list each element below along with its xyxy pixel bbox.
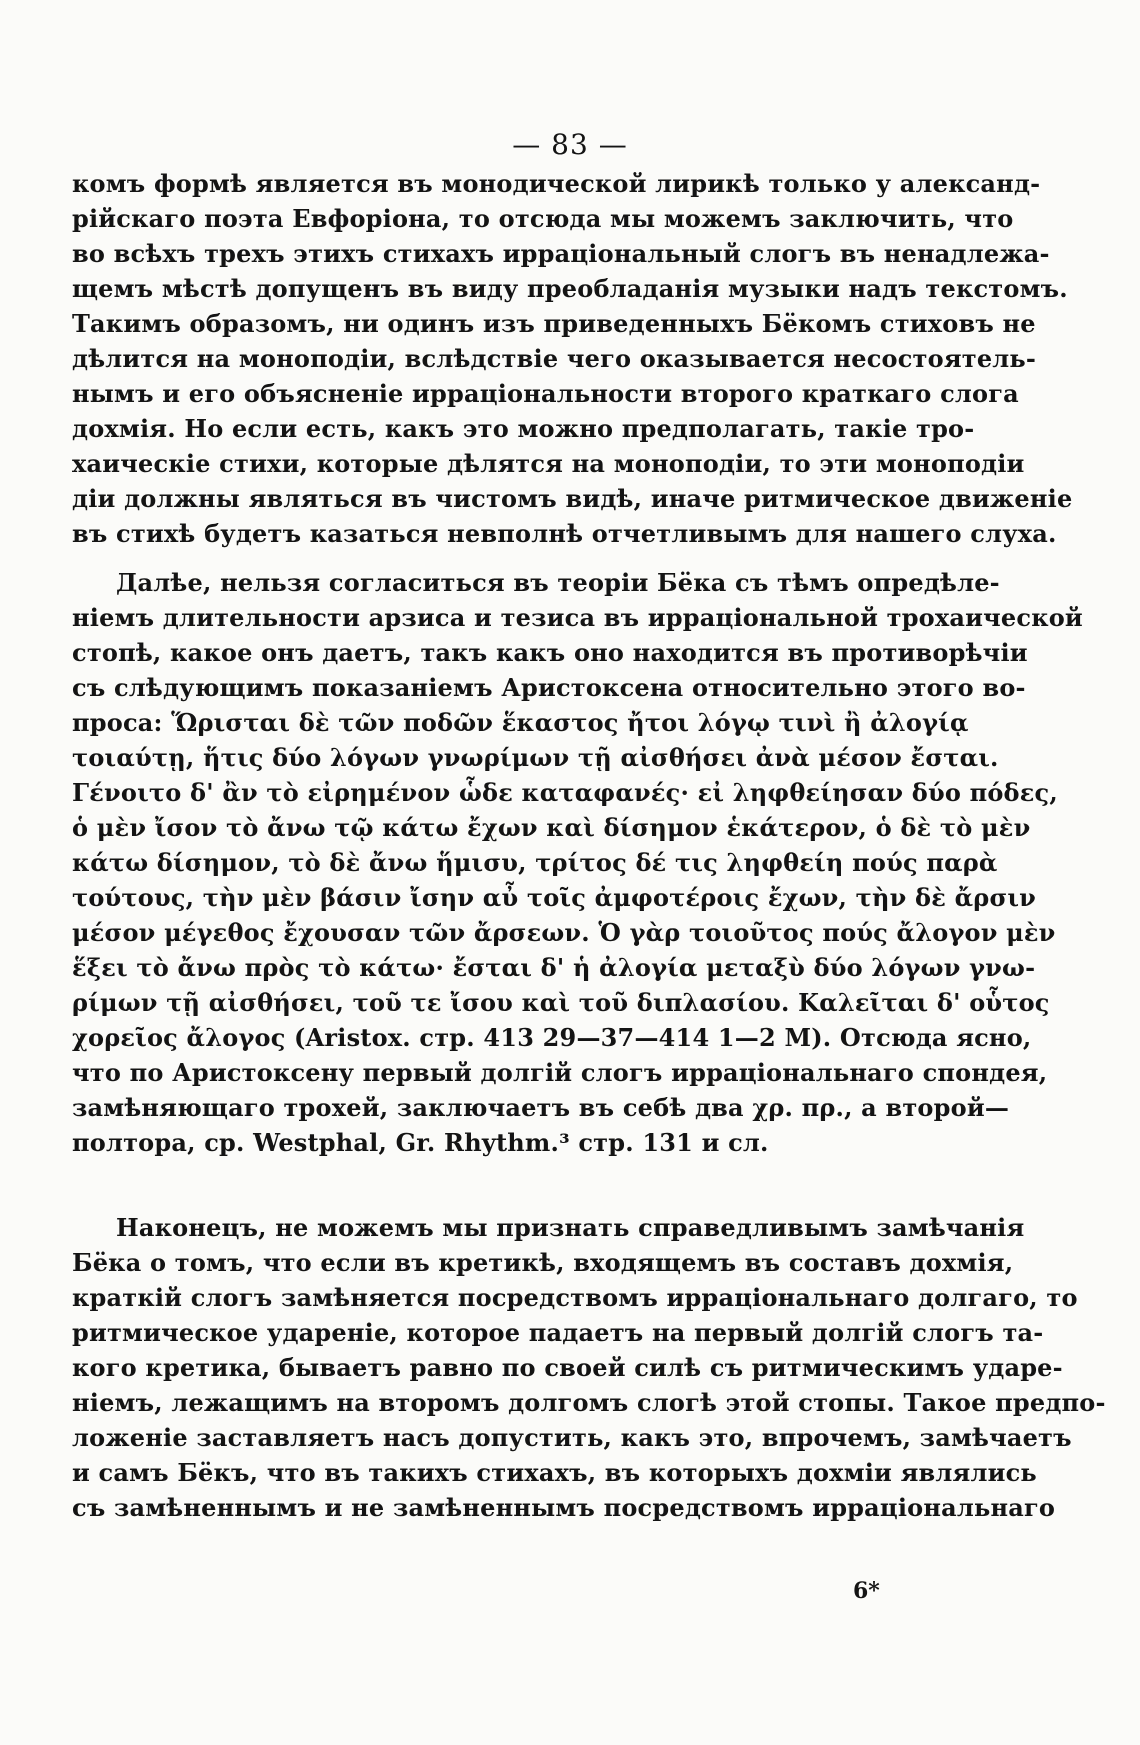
text-line: ρίμων τῇ αἰσθήσει, τοῦ τε ἴσου καὶ τοῦ διπλασίου. Καλεῖται δ' οὗτος	[72, 988, 1050, 1017]
text-line: χορεῖος ἄλογος (Aristox. стр. 413 29—37—414 1—2 M). Отсюда ясно,	[72, 1023, 1032, 1052]
paragraph-2	[72, 565, 1083, 1160]
text-line: кого кретика, бываетъ равно по своей силѣ съ ритмическимъ ударе-	[72, 1353, 1063, 1382]
text-line: комъ формѣ является въ монодической лирикѣ только у александ-	[72, 169, 1041, 198]
page-number: — 83 —	[512, 128, 628, 161]
text-line: щемъ мѣстѣ допущенъ въ виду преобладанія музыки надъ текстомъ.	[72, 274, 1068, 303]
text-line: рійскаго поэта Евфоріона, то отсюда мы можемъ заключить, что	[72, 204, 1014, 233]
text-line: ритмическое удареніе, которое падаетъ на первый долгій слогъ та-	[72, 1318, 1044, 1347]
text-line: проса: Ὥρισται δὲ τῶν ποδῶν ἕκαστος ἤτοι λόγῳ τινὶ ἢ ἀλογίᾳ	[72, 708, 969, 737]
text-line: ніемъ, лежащимъ на второмъ долгомъ слогѣ этой стопы. Такое предпо-	[72, 1388, 1106, 1417]
text-line: ὁ μὲν ἴσον τὸ ἄνω τῷ κάτω ἔχων καὶ δίσημον ἑκάτερον, ὁ δὲ τὸ μὲν	[72, 813, 1031, 842]
text-line: ложеніе заставляетъ насъ допустить, какъ это, впрочемъ, замѣчаетъ	[72, 1423, 1072, 1452]
text-line: Далѣе, нельзя согласиться въ теоріи Бёка съ тѣмъ опредѣле-	[116, 568, 1000, 597]
text-line: κάτω δίσημον, τὸ δὲ ἄνω ἥμισυ, τρίτος δέ τις ληφθείη πούς παρὰ	[72, 848, 998, 877]
text-line: хаическіе стихи, которые дѣлятся на моноподіи, то эти моноподіи	[72, 449, 1025, 478]
paragraph-3	[72, 1210, 1106, 1525]
text-line: краткій слогъ замѣняется посредствомъ ирраціональнаго долгаго, то	[72, 1283, 1078, 1312]
text-line: дохмія. Но если есть, какъ это можно предполагать, такіе тро-	[72, 414, 975, 443]
text-line: полтора, ср. Westphal, Gr. Rhythm.³ стр. 131 и сл.	[72, 1128, 769, 1157]
text-line: Такимъ образомъ, ни одинъ изъ приведенныхъ Бёкомъ стиховъ не	[72, 309, 1036, 338]
text-line: нымъ и его объясненіе ирраціональности второго краткаго слога	[72, 379, 1019, 408]
text-line: замѣняющаго трохей, заключаетъ въ себѣ два χρ. πρ., а второй—	[72, 1093, 1010, 1122]
text-line: ніемъ длительности арзиса и тезиса въ ирраціональной трохаической	[72, 603, 1083, 632]
text-line: и самъ Бёкъ, что въ такихъ стихахъ, въ которыхъ дохміи являлись	[72, 1458, 1037, 1487]
text-line: во всѣхъ трехъ этихъ стихахъ ирраціональный слогъ въ ненадлежа-	[72, 239, 1050, 268]
text-line: съ слѣдующимъ показаніемъ Аристоксена относительно этого во-	[72, 673, 1026, 702]
text-line: τούτους, τὴν μὲν βάσιν ἴσην αὖ τοῖς ἀμφοτέροις ἔχων, τὴν δὲ ἄρσιν	[72, 883, 1036, 912]
paragraph-1	[72, 166, 1073, 551]
text-line: дѣлится на моноподіи, вслѣдствіе чего оказывается несостоятель-	[72, 344, 1037, 373]
text-line: Бёка о томъ, что если въ кретикѣ, входящемъ въ составъ дохмія,	[72, 1248, 1014, 1277]
text-line: съ замѣненнымъ и не замѣненнымъ посредствомъ ирраціональнаго	[72, 1493, 1056, 1522]
text-line: Γένοιτο δ' ἂν τὸ εἰρημένον ὧδε καταφανές· εἰ ληφθείησαν δύο πόδες,	[72, 778, 1058, 807]
text-line: въ стихѣ будетъ казаться невполнѣ отчетливымъ для нашего слуха.	[72, 519, 1057, 548]
text-line: діи должны являться въ чистомъ видѣ, иначе ритмическое движеніе	[72, 484, 1073, 513]
text-line: μέσον μέγεθος ἔχουσαν τῶν ἄρσεων. Ὁ γὰρ τοιοῦτος πούς ἄλογον μὲν	[72, 918, 1056, 947]
text-line: Наконецъ, не можемъ мы признать справедливымъ замѣчанія	[116, 1213, 1025, 1242]
text-line: стопѣ, какое онъ даетъ, такъ какъ оно находится въ противорѣчіи	[72, 638, 1028, 667]
text-line: ἕξει τὸ ἄνω πρὸς τὸ κάτω· ἔσται δ' ἡ ἀλογία μεταξὺ δύο λόγων γνω-	[72, 953, 1036, 982]
text-line: что по Аристоксену первый долгій слогъ ирраціональнаго спондея,	[72, 1058, 1048, 1087]
signature-mark: 6*	[853, 1578, 880, 1604]
text-line: τοιαύτῃ, ἥτις δύο λόγων γνωρίμων τῇ αἰσθήσει ἀνὰ μέσον ἔσται.	[72, 743, 999, 772]
